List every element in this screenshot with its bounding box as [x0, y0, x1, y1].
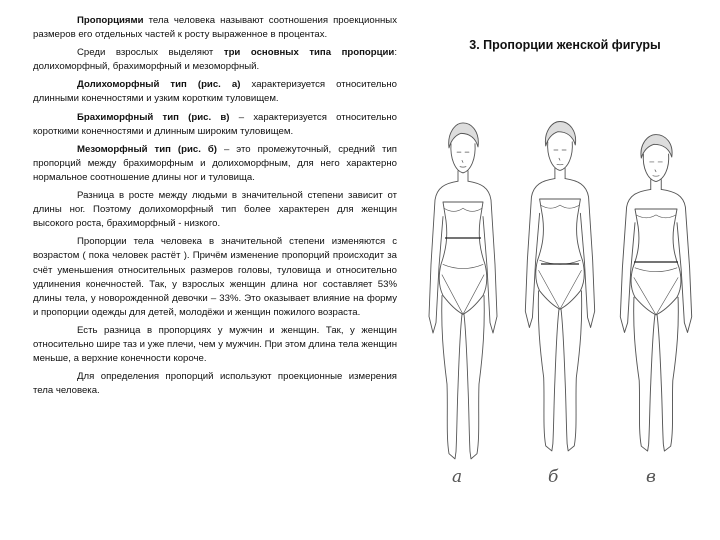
paragraph-text: : долихоморфный, брахиморфный и мезоморфный. [33, 47, 397, 73]
text-column [33, 14, 397, 402]
paragraph-height [33, 189, 397, 231]
paragraph-text: – характеризуется относительно короткими конечностями и длинным широким туловищем. [33, 111, 397, 137]
figure-b [525, 121, 594, 450]
paragraph-text: Пропорции тела человека в значительной степени изменяются с возрастом ( пока человек растёт ). Причём изменение пропорций происходит за счёт уменьшения относительных размеров головы, туловища и относительно удлинения конечностей. Так, у взрослых женщин длина ног составляет 53% длины тела, у новорожденной девочки – 33%. Это оказывает влияние на форму и пропорции одежды для детей, молодёжи и женщин пожилого возраста. [33, 236, 397, 318]
caption-a: а [452, 467, 463, 487]
paragraph-text: – это промежуточный, средний тип пропорций между брахиморфным и долихоморфным, для него характерно нормальное соотношение длины ног и туловища. [33, 143, 397, 183]
bold-term: Долихоморфный тип (рис. а) [77, 79, 241, 91]
figure-proportions [418, 98, 700, 493]
paragraph-mesomorph [33, 143, 397, 185]
paragraph-text: тела человека называют соотношения проекционных размеров его отдельных частей к росту выраженное в процентах. [33, 15, 397, 41]
paragraph-text: Разница в росте между людьми в значительной степени зависит от длины ног. Поэтому долихоморфный тип более характерен для женщин высокого роста, брахиморфный - низкого. [33, 190, 397, 230]
paragraph-age [33, 235, 397, 320]
figure-illustration [418, 98, 700, 493]
paragraph-text: Для определения пропорций используют проекционные измерения тела человека. [33, 371, 397, 397]
figure-c [620, 135, 691, 452]
paragraph-three-types [33, 46, 397, 74]
paragraph-measurement [33, 370, 397, 398]
bold-term: Брахиморфный тип (рис. в) [77, 111, 230, 123]
bold-term: Мезоморфный тип (рис. б) [77, 143, 217, 155]
paragraph-text: характеризуется относительно длинными конечностями и узким коротким туловищем. [33, 79, 397, 105]
paragraph-gender [33, 324, 397, 366]
paragraph-text: Есть разница в пропорциях у мужчин и женщин. Так, у женщин относительно шире таз и уже плечи, чем у мужчин. При этом длина тела женщин меньше, а верхние конечности короче. [33, 324, 397, 365]
figure-a [429, 123, 497, 459]
paragraph-brachymorph [33, 111, 397, 139]
caption-c: в [646, 467, 656, 487]
bold-term: Пропорциями [77, 15, 144, 26]
paragraph-text: Среди взрослых выделяют [77, 47, 224, 59]
paragraph-proportions [33, 14, 397, 42]
paragraph-dolichomorph [33, 78, 397, 106]
slide-title: 3. Пропорции женской фигуры [469, 38, 661, 52]
bold-term: три основных типа пропорции [223, 47, 395, 59]
caption-b: б [548, 467, 559, 487]
